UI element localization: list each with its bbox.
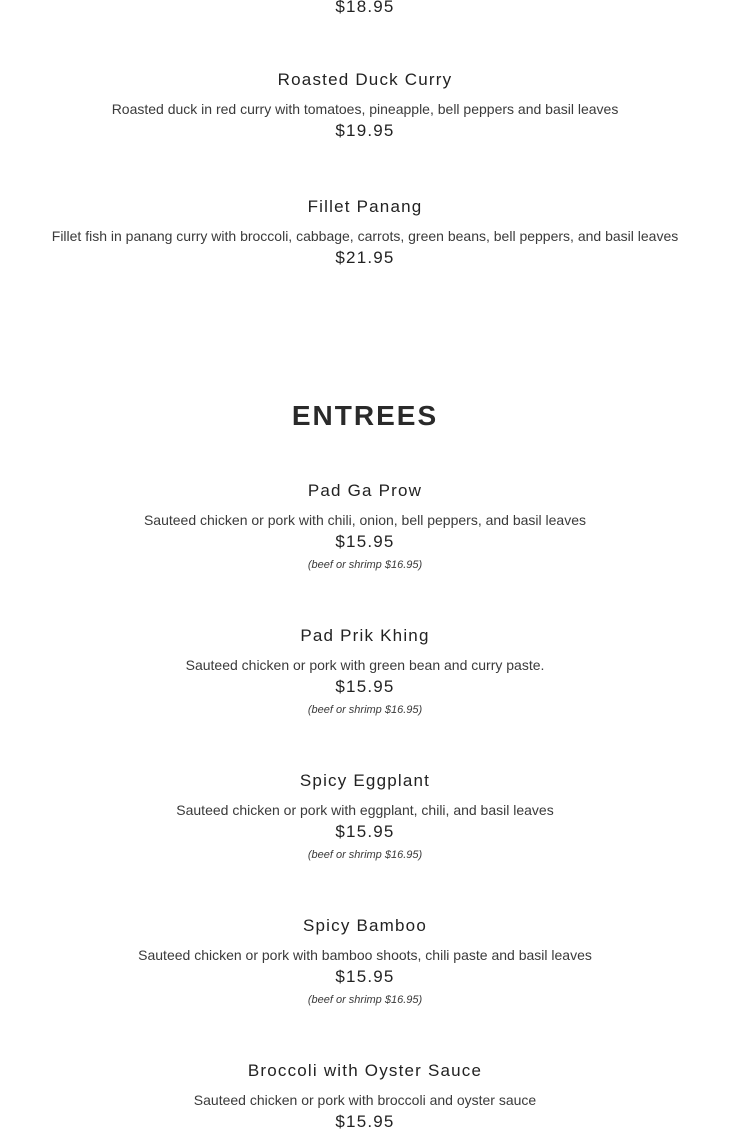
item-description: Roasted duck in red curry with tomatoes, pineapple, bell peppers and basil leaves <box>111 101 619 117</box>
item-price: $19.95 <box>335 121 395 140</box>
menu-item-roasted-duck-curry <box>0 70 730 141</box>
item-price-note: (beef or shrimp $16.95) <box>307 704 423 716</box>
item-name: Pad Prik Khing <box>300 626 430 645</box>
item-price: $15.95 <box>335 532 395 551</box>
item-price: $15.95 <box>335 822 395 841</box>
item-name: Spicy Bamboo <box>302 916 427 935</box>
item-price-note: (beef or shrimp $16.95) <box>307 559 423 571</box>
item-price-note: (beef or shrimp $16.95) <box>307 849 423 861</box>
item-name: Spicy Eggplant <box>299 771 431 790</box>
item-description: Sauteed chicken or pork with broccoli and oyster sauce <box>193 1092 537 1108</box>
menu-item-fillet-panang <box>0 197 730 268</box>
item-description: Sauteed chicken or pork with eggplant, chili, and basil leaves <box>176 802 554 818</box>
item-price: $21.95 <box>335 248 395 267</box>
item-name: Fillet Panang <box>307 197 423 216</box>
section-title-entrees: ENTREES <box>291 400 439 431</box>
menu-item-pad-ga-prow <box>0 481 730 572</box>
item-description: Sauteed chicken or pork with chili, onion, bell peppers, and basil leaves <box>143 512 587 528</box>
menu-item-spicy-bamboo <box>0 916 730 1007</box>
menu-item-pad-prik-khing <box>0 626 730 717</box>
menu-item-partial <box>0 0 730 17</box>
item-description: Fillet fish in panang curry with broccoli, cabbage, carrots, green beans, bell peppers, and basil leaves <box>51 228 679 244</box>
item-price: $15.95 <box>335 677 395 696</box>
item-name: Broccoli with Oyster Sauce <box>247 1061 483 1080</box>
item-price: $15.95 <box>335 1112 395 1131</box>
item-price: $15.95 <box>335 967 395 986</box>
item-description: Sauteed chicken or pork with green bean and curry paste. <box>185 657 545 673</box>
item-price: $18.95 <box>335 0 395 16</box>
item-name: Roasted Duck Curry <box>277 70 453 89</box>
menu-item-broccoli-oyster-sauce <box>0 1061 730 1132</box>
item-name: Pad Ga Prow <box>307 481 423 500</box>
item-price-note: (beef or shrimp $16.95) <box>307 994 423 1006</box>
menu-item-spicy-eggplant <box>0 771 730 862</box>
item-description: Sauteed chicken or pork with bamboo shoots, chili paste and basil leaves <box>138 947 592 963</box>
